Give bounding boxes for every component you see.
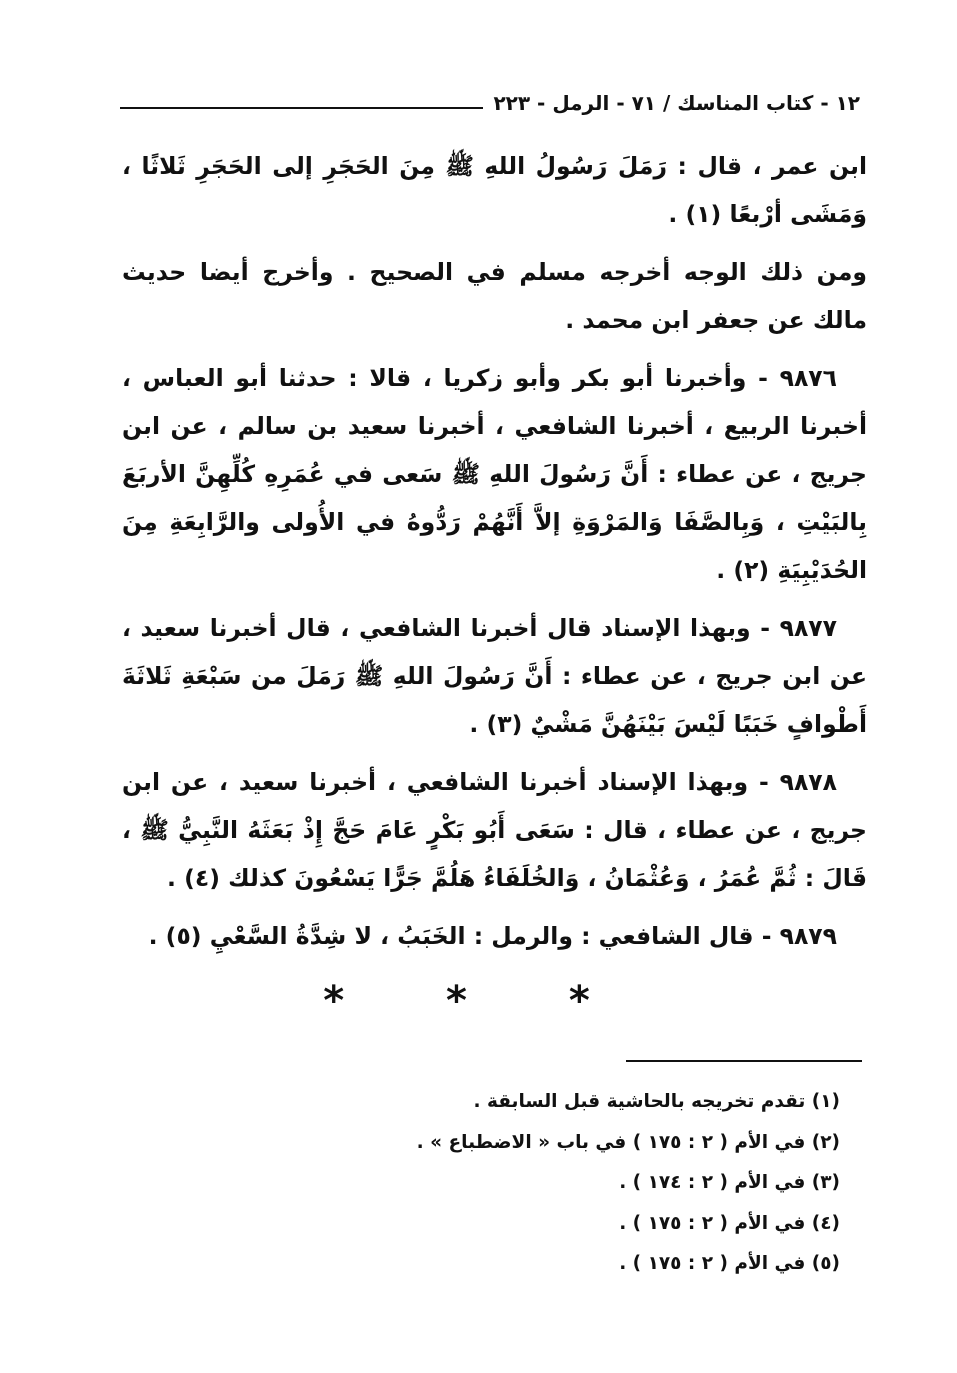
hadith-9877: ٩٨٧٧ - وبهذا الإسناد قال أخبرنا الشافعي ، قال أخبرنا سعيد ، عن ابن جريج ، عن عطاء : أَنَّ رَسُولَ اللهِ ﷺ رَمَلَ من سَبْعَةِ ثَلاثَةَ أَطْوافٍ خَبَبًا لَيْسَ بَيْنَهُنَّ مَشْيٌ (٣) .: [122, 614, 867, 738]
hadith-9876: ٩٨٧٦ - وأخبرنا أبو بكر وأبو زكريا ، قالا : حدثنا أبو العباس ، أخبرنا الربيع ، أخبرنا الشافعي ، أخبرنا سعيد بن سالم ، عن ابن جريج ، عن عطاء : أَنَّ رَسُولَ اللهِ ﷺ سَعى في عُمَرِهِ كُلِّهِنَّ الأربَعَ بِالبَيْتِ ، وَبِالصَّفَا وَالمَرْوَةِ إلاَّ أَنَّهُمْ رَدُّوهُ في الأُولى والرَّابِعَةِ مِنَ الحُدَيْبِيَةِ (٢) .: [122, 364, 867, 584]
footnote-1: (١) تقدم تخريجه بالحاشية قبل السابقة .: [473, 1091, 840, 1112]
paragraph-continuation: ابن عمر ، قال : رَمَلَ رَسُولُ اللهِ ﷺ مِنَ الحَجَرِ إلى الحَجَرِ ثَلاثًا ، وَمَشَى أرْبعًا (١) .: [122, 152, 867, 228]
section-separator: * * *: [323, 978, 634, 1024]
footnote-3: (٣) في الأم ( ٢ : ١٧٤ ) .: [619, 1172, 840, 1193]
main-text: [122, 142, 867, 970]
running-title: ١٢ - كتاب المناسك / ٧١ - الرمل - ٢٢٣: [493, 91, 860, 115]
footnote-2: (٢) في الأم ( ٢ : ١٧٥ ) في باب « الاضطباع » .: [416, 1131, 840, 1153]
header-rule: [120, 107, 483, 109]
footnote-4: (٤) في الأم ( ٢ : ١٧٥ ) .: [619, 1212, 840, 1234]
hadith-9878: ٩٨٧٨ - وبهذا الإسناد أخبرنا الشافعي ، أخبرنا سعيد ، عن ابن جريج ، عن عطاء ، قال : سَعَى أَبُو بَكْرٍ عَامَ حَجَّ إِذْ بَعَثَهُ النَّبِيُّ ﷺ ، قَالَ : ثُمَّ عُمَرُ ، وَعُثْمَانُ ، وَالخُلَفَاءُ هَلُمَّ جَرًّا يَسْعُونَ كذلك (٤) .: [122, 768, 867, 892]
footnotes: [200, 1082, 840, 1285]
footnote-rule: [626, 1060, 862, 1062]
footnote-5: (٥) في الأم ( ٢ : ١٧٥ ) .: [619, 1253, 840, 1274]
paragraph-note: ومن ذلك الوجه أخرجه مسلم في الصحيح . وأخرج أيضا حديث مالك عن جعفر ابن محمد .: [122, 258, 867, 334]
hadith-9879: ٩٨٧٩ - قال الشافعي : والرمل : الخَبَبُ ، لا شِدَّةُ السَّعْيِ (٥) .: [148, 922, 837, 950]
page-header: [120, 88, 860, 118]
